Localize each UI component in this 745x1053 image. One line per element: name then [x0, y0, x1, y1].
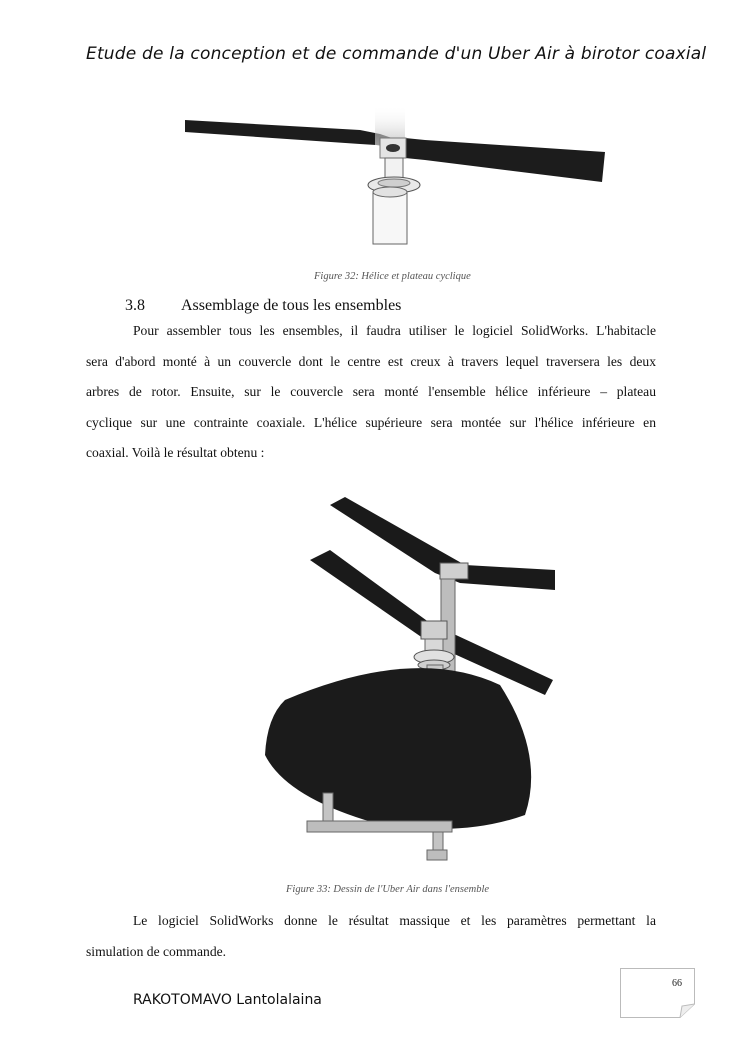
- figure-32-helice-plateau: [180, 100, 610, 250]
- paragraph-line: cyclique sur une contrainte coaxiale. L'hélice supérieure sera montée sur l'hélice inférieure en: [86, 414, 656, 430]
- paragraph-line: Pour assembler tous les ensembles, il faudra utiliser le logiciel SolidWorks. L'habitacle: [133, 323, 656, 338]
- paragraph-line: coaxial. Voilà le résultat obtenu :: [86, 445, 265, 460]
- page-number: 66: [672, 978, 682, 989]
- figure-32-caption: Figure 32: Hélice et plateau cyclique: [314, 271, 471, 282]
- page-number-box: [620, 968, 695, 1018]
- rotor-blade: [405, 138, 605, 182]
- running-header: Etude de la conception et de commande d'un Uber Air à birotor coaxial: [86, 44, 707, 64]
- figure-33-uber-air: [255, 495, 575, 870]
- figure-33-caption: Figure 33: Dessin de l'Uber Air dans l'ensemble: [286, 884, 490, 895]
- paragraph-line: sera d'abord monté à un couvercle dont le centre est creux à travers lequel traversera les deux: [86, 353, 656, 369]
- paragraph-assembly: [86, 316, 656, 469]
- rotor-blade: [185, 120, 392, 146]
- cabin: [265, 668, 531, 829]
- section-number: 3.8: [125, 297, 145, 314]
- paragraph-line: simulation de commande.: [86, 943, 227, 959]
- author-name: RAKOTOMAVO Lantolalaina: [133, 992, 322, 1008]
- paragraph-line: Le logiciel SolidWorks donne le résultat massique et les paramètres permettant la: [133, 913, 656, 928]
- paragraph-solidworks: [86, 906, 656, 967]
- paragraph-line: arbres de rotor. Ensuite, sur le couvercle sera monté l'ensemble hélice inférieure – plateau: [86, 384, 656, 399]
- section-title: Assemblage de tous les ensembles: [181, 297, 402, 314]
- section-heading: [125, 297, 401, 315]
